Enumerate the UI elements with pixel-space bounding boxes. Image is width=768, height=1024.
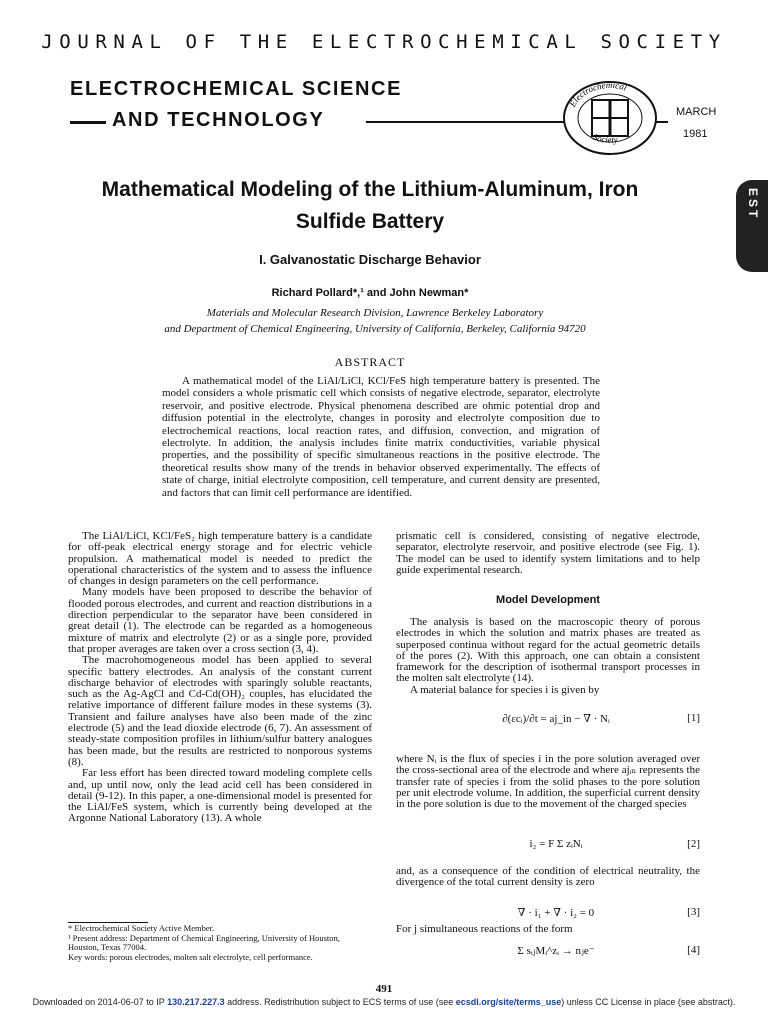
equation-1-number: [1] bbox=[687, 712, 700, 724]
section-rule-left bbox=[70, 121, 106, 124]
text-after-eq1: where Nᵢ is the flux of species i in the pore solution averaged over the cross-sectional area of the electrode and where ajᵢₙ represents the transfer rate of species i from the solid phases to the pore solution per unit electrode volume. In addition, the superficial current density in the pore solution is due to the movement of the charged species bbox=[396, 753, 700, 811]
terms-of-use-link[interactable]: ecsdl.org/site/terms_use bbox=[455, 997, 562, 1007]
model-text bbox=[396, 617, 700, 696]
equation-1-expression: ∂(εcᵢ)/∂t = aj_in − ∇ · Nᵢ bbox=[502, 713, 610, 725]
ip-link[interactable]: 130.217.227.3 bbox=[167, 997, 225, 1007]
equation-2-expression: i₂ = F Σ zᵢNᵢ bbox=[529, 838, 583, 850]
equation-2-number: [2] bbox=[687, 838, 700, 850]
equation-3-expression: ∇ · i₁ + ∇ · i₂ = 0 bbox=[517, 907, 595, 919]
download-prefix: Downloaded on 2014-06-07 to IP bbox=[32, 997, 168, 1007]
left-paragraph: The LiAl/LiCl, KCl/FeS₂ high temperature battery is a candidate for off-peak electrical energy storage and for electric vehicle propulsion. A mathematical model is needed to predict the operational characteristics of the system and to assess the influence of changes in design parameters on the cell performance. bbox=[68, 530, 372, 588]
society-seal-logo bbox=[562, 80, 658, 156]
equation-3 bbox=[396, 906, 700, 920]
side-tab-label: EST bbox=[746, 188, 760, 221]
left-paragraph: Far less effort has been directed toward modeling complete cells and, up until now, only the lead acid cell has been considered in detail (9-12). In this paper, a one-dimensional model is presented for the LiAl/FeS system, which is currently being developed at the Argonne National Laboratory (13). A whole bbox=[68, 767, 372, 825]
equation-4 bbox=[396, 944, 700, 964]
abstract-heading: ABSTRACT bbox=[334, 355, 406, 369]
section-side-tab bbox=[736, 180, 768, 272]
seal-text-top: Electrochemical bbox=[567, 80, 629, 109]
equation-4-number: [4] bbox=[687, 944, 700, 956]
equation-3-number: [3] bbox=[687, 906, 700, 918]
affiliation-line2: and Department of Chemical Engineering, University of California, Berkeley, California 94720 bbox=[164, 323, 586, 335]
model-development-heading: Model Development bbox=[496, 594, 600, 606]
left-paragraph: The macrohomogeneous model has been applied to several specific battery electrodes. An analysis of the constant current discharge behavior of electrodes with sparingly soluble reactants, such as the Ag-AgCl and Cd-Cd(OH)₂ couples, has elucidated the relative importance of different failure modes in these systems (3). Transient and failure analyses have also been made of the zinc electrode (5) and the lead dioxide electrode (6, 7). An assessment of steady-state composition profiles in lithium/sulfur battery analogues has been made, but the results are restricted to nonporous systems (8). bbox=[68, 654, 372, 768]
right-column-intro: prismatic cell is considered, consisting of negative electrode, separator, electrolyte reservoir, and positive electrode (see Fig. 1). The model can be used to identify system limitations and to help guide experimental research. bbox=[396, 530, 700, 576]
section-title-line2: AND TECHNOLOGY bbox=[112, 109, 325, 131]
model-paragraph: A material balance for species i is given by bbox=[410, 683, 600, 696]
page-number: 491 bbox=[375, 983, 393, 995]
affiliation-line1: Materials and Molecular Research Division, Lawrence Berkeley Laboratory bbox=[206, 307, 544, 319]
download-middle: address. Redistribution subject to ECS terms of use (see bbox=[224, 997, 456, 1007]
left-paragraph: Many models have been proposed to describe the behavior of flooded porous electrodes, and current and reaction distributions in a direction perpendicular to the separator have been considered in great detail (1). The electrode can be regarded as a homogeneous mixture of matrix and electrolyte (2) or as a single pore, provided that proper averages are taken over a cross section (3, 4). bbox=[68, 586, 372, 655]
equation-2 bbox=[396, 838, 700, 858]
model-paragraph: The analysis is based on the macroscopic theory of porous electrodes in which the solution and matrix phases are treated as superposed continua without regard for the actual geometric details of the pores (2). With this approach, one can obtain a consistent framework for the description of isothermal transport processes in the molten salt electrolyte (14). bbox=[396, 616, 700, 685]
left-column bbox=[68, 531, 372, 825]
article-title: Mathematical Modeling of the Lithium-Aluminum, Iron Sulfide Battery bbox=[101, 178, 639, 233]
download-notice bbox=[0, 997, 768, 1007]
equation-4-expression: Σ sᵢⱼMᵢ^zᵢ → nⱼe⁻ bbox=[517, 945, 595, 957]
footnotes bbox=[68, 924, 372, 962]
abstract-body: A mathematical model of the LiAl/LiCl, KCl/FeS high temperature battery is presented. The model considers a whole prismatic cell which consists of negative electrode, separator, electrolyte reservoir, and positive electrode. Physical phenomena described are ohmic potential drop and diffusion potential in the electrolyte, changes in porosity and electrolyte composition due to electrochemical reactions, local reaction rates, and diffusion, convection, and migration of electrolyte. In addition, the analysis includes finite matrix conductivities, variable physical properties, and the possibility of specific simultaneous reactions in the positive electrode. The theoretical results show many of the trends in behavior observed experimentally. The effects of state of charge, initial electrolyte composition, cell temperature, and current density are presented, and factors that can limit cell performance are identified. bbox=[162, 375, 600, 499]
footnote: ¹ Present address: Department of Chemical Engineering, University of Houston, Houston, Texas 77004. bbox=[68, 932, 340, 952]
section-title-line1: ELECTROCHEMICAL SCIENCE bbox=[70, 78, 403, 100]
equation-1 bbox=[396, 712, 700, 746]
download-suffix: ) unless CC License in place (see abstract). bbox=[561, 997, 736, 1007]
text-after-eq2: and, as a consequence of the condition of electrical neutrality, the divergence of the total current density is zero bbox=[396, 865, 700, 889]
footnote: Key words: porous electrodes, molten salt electrolyte, cell performance. bbox=[68, 951, 313, 962]
issue-month: MARCH bbox=[676, 106, 717, 118]
journal-name: JOURNAL OF THE ELECTROCHEMICAL SOCIETY bbox=[41, 31, 727, 53]
issue-year: 1981 bbox=[683, 128, 708, 140]
footnote: * Electrochemical Society Active Member. bbox=[68, 923, 215, 933]
author-affiliation bbox=[70, 305, 680, 337]
article-subtitle: I. Galvanostatic Discharge Behavior bbox=[259, 252, 481, 267]
text-after-eq3: For j simultaneous reactions of the form bbox=[396, 923, 573, 935]
article-authors: Richard Pollard*,¹ and John Newman* bbox=[271, 287, 469, 299]
seal-text-bottom: Society bbox=[591, 131, 619, 145]
